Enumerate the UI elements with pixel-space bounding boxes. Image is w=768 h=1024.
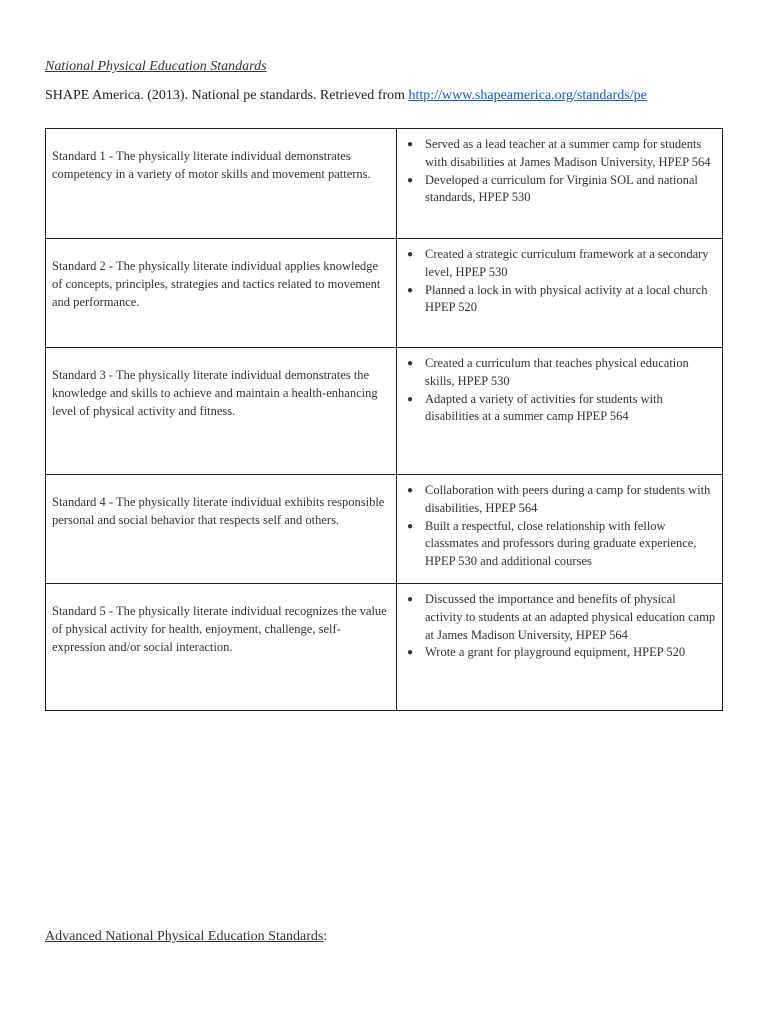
list-item [403, 644, 716, 662]
bullet-icon: ● [407, 139, 414, 150]
table-row [46, 348, 723, 475]
section-heading: National Physical Education Standards [45, 59, 267, 74]
evidence-text: Adapted a variety of activities for students with disabilities at a summer camp HPEP 564 [425, 391, 663, 424]
advanced-section-heading [45, 929, 327, 945]
list-item [403, 482, 716, 518]
evidence-text: Created a curriculum that teaches physical education skills, HPEP 530 [425, 356, 689, 388]
evidence-cell [397, 584, 723, 711]
list-item [403, 591, 716, 644]
table-row [46, 239, 723, 348]
table-row [46, 475, 723, 584]
list-item [403, 172, 716, 208]
list-item [403, 391, 716, 427]
bullet-icon: ● [407, 594, 414, 605]
bullet-icon: ● [407, 249, 414, 260]
citation [45, 88, 647, 104]
advanced-heading-colon: : [323, 929, 328, 944]
table-row [46, 584, 723, 711]
standard-cell: Standard 5 - The physically literate individual recognizes the value of physical activity for health, enjoyment, challenge, self-expression and/or social interaction. [46, 584, 397, 711]
evidence-text: Discussed the importance and benefits of physical activity to students at an adapted physical education camp at James Madison University, HPEP 564 [425, 592, 716, 642]
evidence-cell [397, 348, 723, 475]
list-item [403, 355, 716, 391]
evidence-text: Developed a curriculum for Virginia SOL and national standards, HPEP 530 [425, 172, 698, 205]
standard-cell: Standard 1 - The physically literate individual demonstrates competency in a variety of motor skills and movement patterns. [46, 129, 397, 239]
evidence-text: Created a strategic curriculum framework at a secondary level, HPEP 530 [425, 247, 709, 279]
evidence-cell [397, 239, 723, 348]
bullet-icon: ● [407, 393, 414, 405]
evidence-text: Wrote a grant for playground equipment, HPEP 520 [425, 645, 686, 660]
evidence-text: Built a respectful, close relationship with fellow classmates and professors during graduate experience, HPEP 530 and additional courses [425, 518, 697, 569]
evidence-text: Planned a lock in with physical activity at a local church HPEP 520 [425, 282, 708, 315]
evidence-list [403, 482, 716, 571]
bullet-icon: ● [407, 485, 414, 496]
list-item [403, 282, 716, 318]
evidence-list [403, 246, 716, 317]
evidence-text: Served as a lead teacher at a summer camp for students with disabilities at James Madison University, HPEP 564 [425, 137, 711, 169]
bullet-icon: ● [407, 284, 414, 296]
standards-table [45, 128, 723, 711]
advanced-heading-text: Advanced National Physical Education Standards [45, 929, 324, 944]
list-item [403, 518, 716, 571]
citation-text: SHAPE America. (2013). National pe standards. Retrieved from [45, 88, 409, 103]
standard-cell: Standard 4 - The physically literate individual exhibits responsible personal and social behavior that respects self and others. [46, 475, 397, 584]
evidence-cell [397, 129, 723, 239]
standard-cell: Standard 2 - The physically literate individual applies knowledge of concepts, principles, strategies and tactics related to movement and performance. [46, 239, 397, 348]
table-row [46, 129, 723, 239]
evidence-cell [397, 475, 723, 584]
list-item [403, 136, 716, 172]
evidence-list [403, 355, 716, 426]
evidence-text: Collaboration with peers during a camp for students with disabilities, HPEP 564 [425, 483, 711, 515]
bullet-icon: ● [407, 174, 414, 186]
evidence-list [403, 136, 716, 207]
bullet-icon: ● [407, 520, 414, 532]
citation-link[interactable]: http://www.shapeamerica.org/standards/pe [408, 88, 647, 103]
standard-cell: Standard 3 - The physically literate individual demonstrates the knowledge and skills to achieve and maintain a health-enhancing level of physical activity and fitness. [46, 348, 397, 475]
bullet-icon: ● [407, 358, 414, 369]
list-item [403, 246, 716, 282]
evidence-list [403, 591, 716, 662]
bullet-icon: ● [407, 647, 414, 659]
